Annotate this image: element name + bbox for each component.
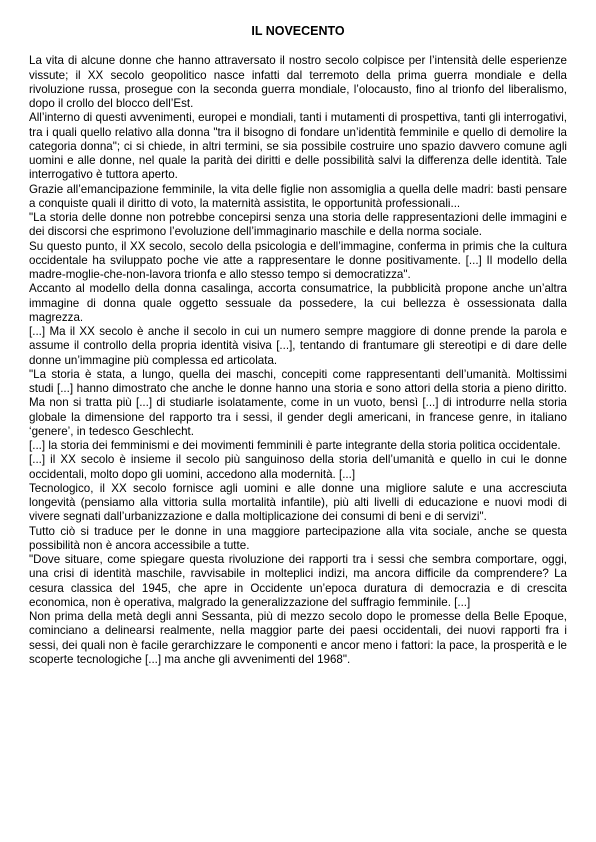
paragraph: Grazie all’emancipazione femminile, la vita delle figlie non assomiglia a quella delle madri: basti pensare a conquiste quali il diritto di voto, la maternità assistita, le opportunità professionali... — [29, 182, 567, 210]
paragraph: Tutto ciò si traduce per le donne in una maggiore partecipazione alla vita sociale, anche se questa possibilità non è ancora accessibile a tutte. — [29, 524, 567, 552]
paragraph: "Dove situare, come spiegare questa rivoluzione dei rapporti tra i sessi che sembra comportare, oggi, una crisi di identità maschile, ravvisabile in molteplici indizi, ma ancora difficile da comprendere? La cesura classica del 1945, che apre in Occidente un’epoca duratura di democrazia e di crescita economica, non è operativa, malgrado la generalizzazione del suffragio femminile. [...] — [29, 553, 567, 609]
paragraph: [...] la storia dei femminismi e dei movimenti femminili è parte integrante della storia politica occidentale. — [29, 439, 561, 452]
paragraph: Su questo punto, il XX secolo, secolo della psicologia e dell’immagine, conferma in primis che la cultura occidentale ha sviluppato poche vie atte a rappresentare le donne positivamente. [...] Il modello della madre-moglie-che-non-lavora trionfa e allo stesso tempo si democratizza". — [29, 239, 567, 281]
paragraph: [...] il XX secolo è insieme il secolo più sanguinoso della storia dell’umanità e quello in cui le donne occidentali, molto dopo gli uomini, accedono alla modernità. [...] — [29, 453, 567, 481]
paragraph: La vita di alcune donne che hanno attraversato il nostro secolo colpisce per l’intensità delle esperienze vissute; il XX secolo geopolitico nasce infatti dal terremoto della prima guerra mondiale e della rivoluzione russa, prosegue con la seconda guerra mondiale, l’olocausto, fino al trionfo del liberalismo, dopo il crollo del blocco dell’Est. — [29, 54, 567, 110]
document-page — [29, 24, 567, 667]
paragraph: Accanto al modello della donna casalinga, accorta consumatrice, la pubblicità propone anche un’altra immagine di donna quale oggetto sessuale da possedere, la cui bellezza è ossessionata dalla magrezza. — [29, 282, 567, 324]
paragraph: "La storia è stata, a lungo, quella dei maschi, concepiti come rappresentanti dell’umanità. Moltissimi studi [...] hanno dimostrato che anche le donne hanno una storia e sono attori della storia a pieno diritto. Ma non si tratta più [...] di studiarle isolatamente, come in un vuoto, bensì [...] di introdurre nella storia globale la dimensione del rapporto tra i sessi, il gender degli americani, in francese genre, in italiano ‘genere’, in tedesco Geschlecht. — [29, 367, 567, 438]
paragraph: Non prima della metà degli anni Sessanta, più di mezzo secolo dopo le promesse della Belle Epoque, cominciano a delinearsi realmente, nella maggior parte dei paesi occidentali, dei nuovi rapporti fra i sessi, dei quali non è facile gerarchizzare le componenti e ancor meno i fattori: la pace, la prosperità e le scoperte tecnologiche [...] ma anche gli avvenimenti del 1968". — [29, 610, 567, 666]
paragraph: "La storia delle donne non potrebbe concepirsi senza una storia delle rappresentazioni delle immagini e dei discorsi che esprimono l’evoluzione dell’immaginario maschile e della norma sociale. — [29, 211, 567, 239]
paragraph: All’interno di questi avvenimenti, europei e mondiali, tanti i mutamenti di prospettiva, tanti gli interrogativi, tra i quali quello relativo alla donna "tra il bisogno di fondare un’identità femminile e quello di demolire la categoria donna"; ci si chiede, in altri termini, se sia possibile costruire uno spazio davvero comune agli uomini e alle donne, nel quale la parità dei diritti e delle possibilità salvi la differenza delle identità. Tale interrogativo è tuttora aperto. — [29, 111, 567, 182]
paragraph: Tecnologico, il XX secolo fornisce agli uomini e alle donne una migliore salute e una accresciuta longevità (pensiamo alla vittoria sulla mortalità infantile), più alti livelli di educazione e nuovi modi di vivere segnati dall’urbanizzazione e dalla moltiplicazione dei consumi di beni e di servizi". — [29, 481, 567, 524]
paragraph: [...] Ma il XX secolo è anche il secolo in cui un numero sempre maggiore di donne prende la parola e assume il controllo della propria identità visiva [...], tentando di frantumare gli stereotipi e di dare delle donne un’immagine più complessa ed articolata. — [29, 325, 567, 367]
document-title: IL NOVECENTO — [251, 24, 345, 38]
